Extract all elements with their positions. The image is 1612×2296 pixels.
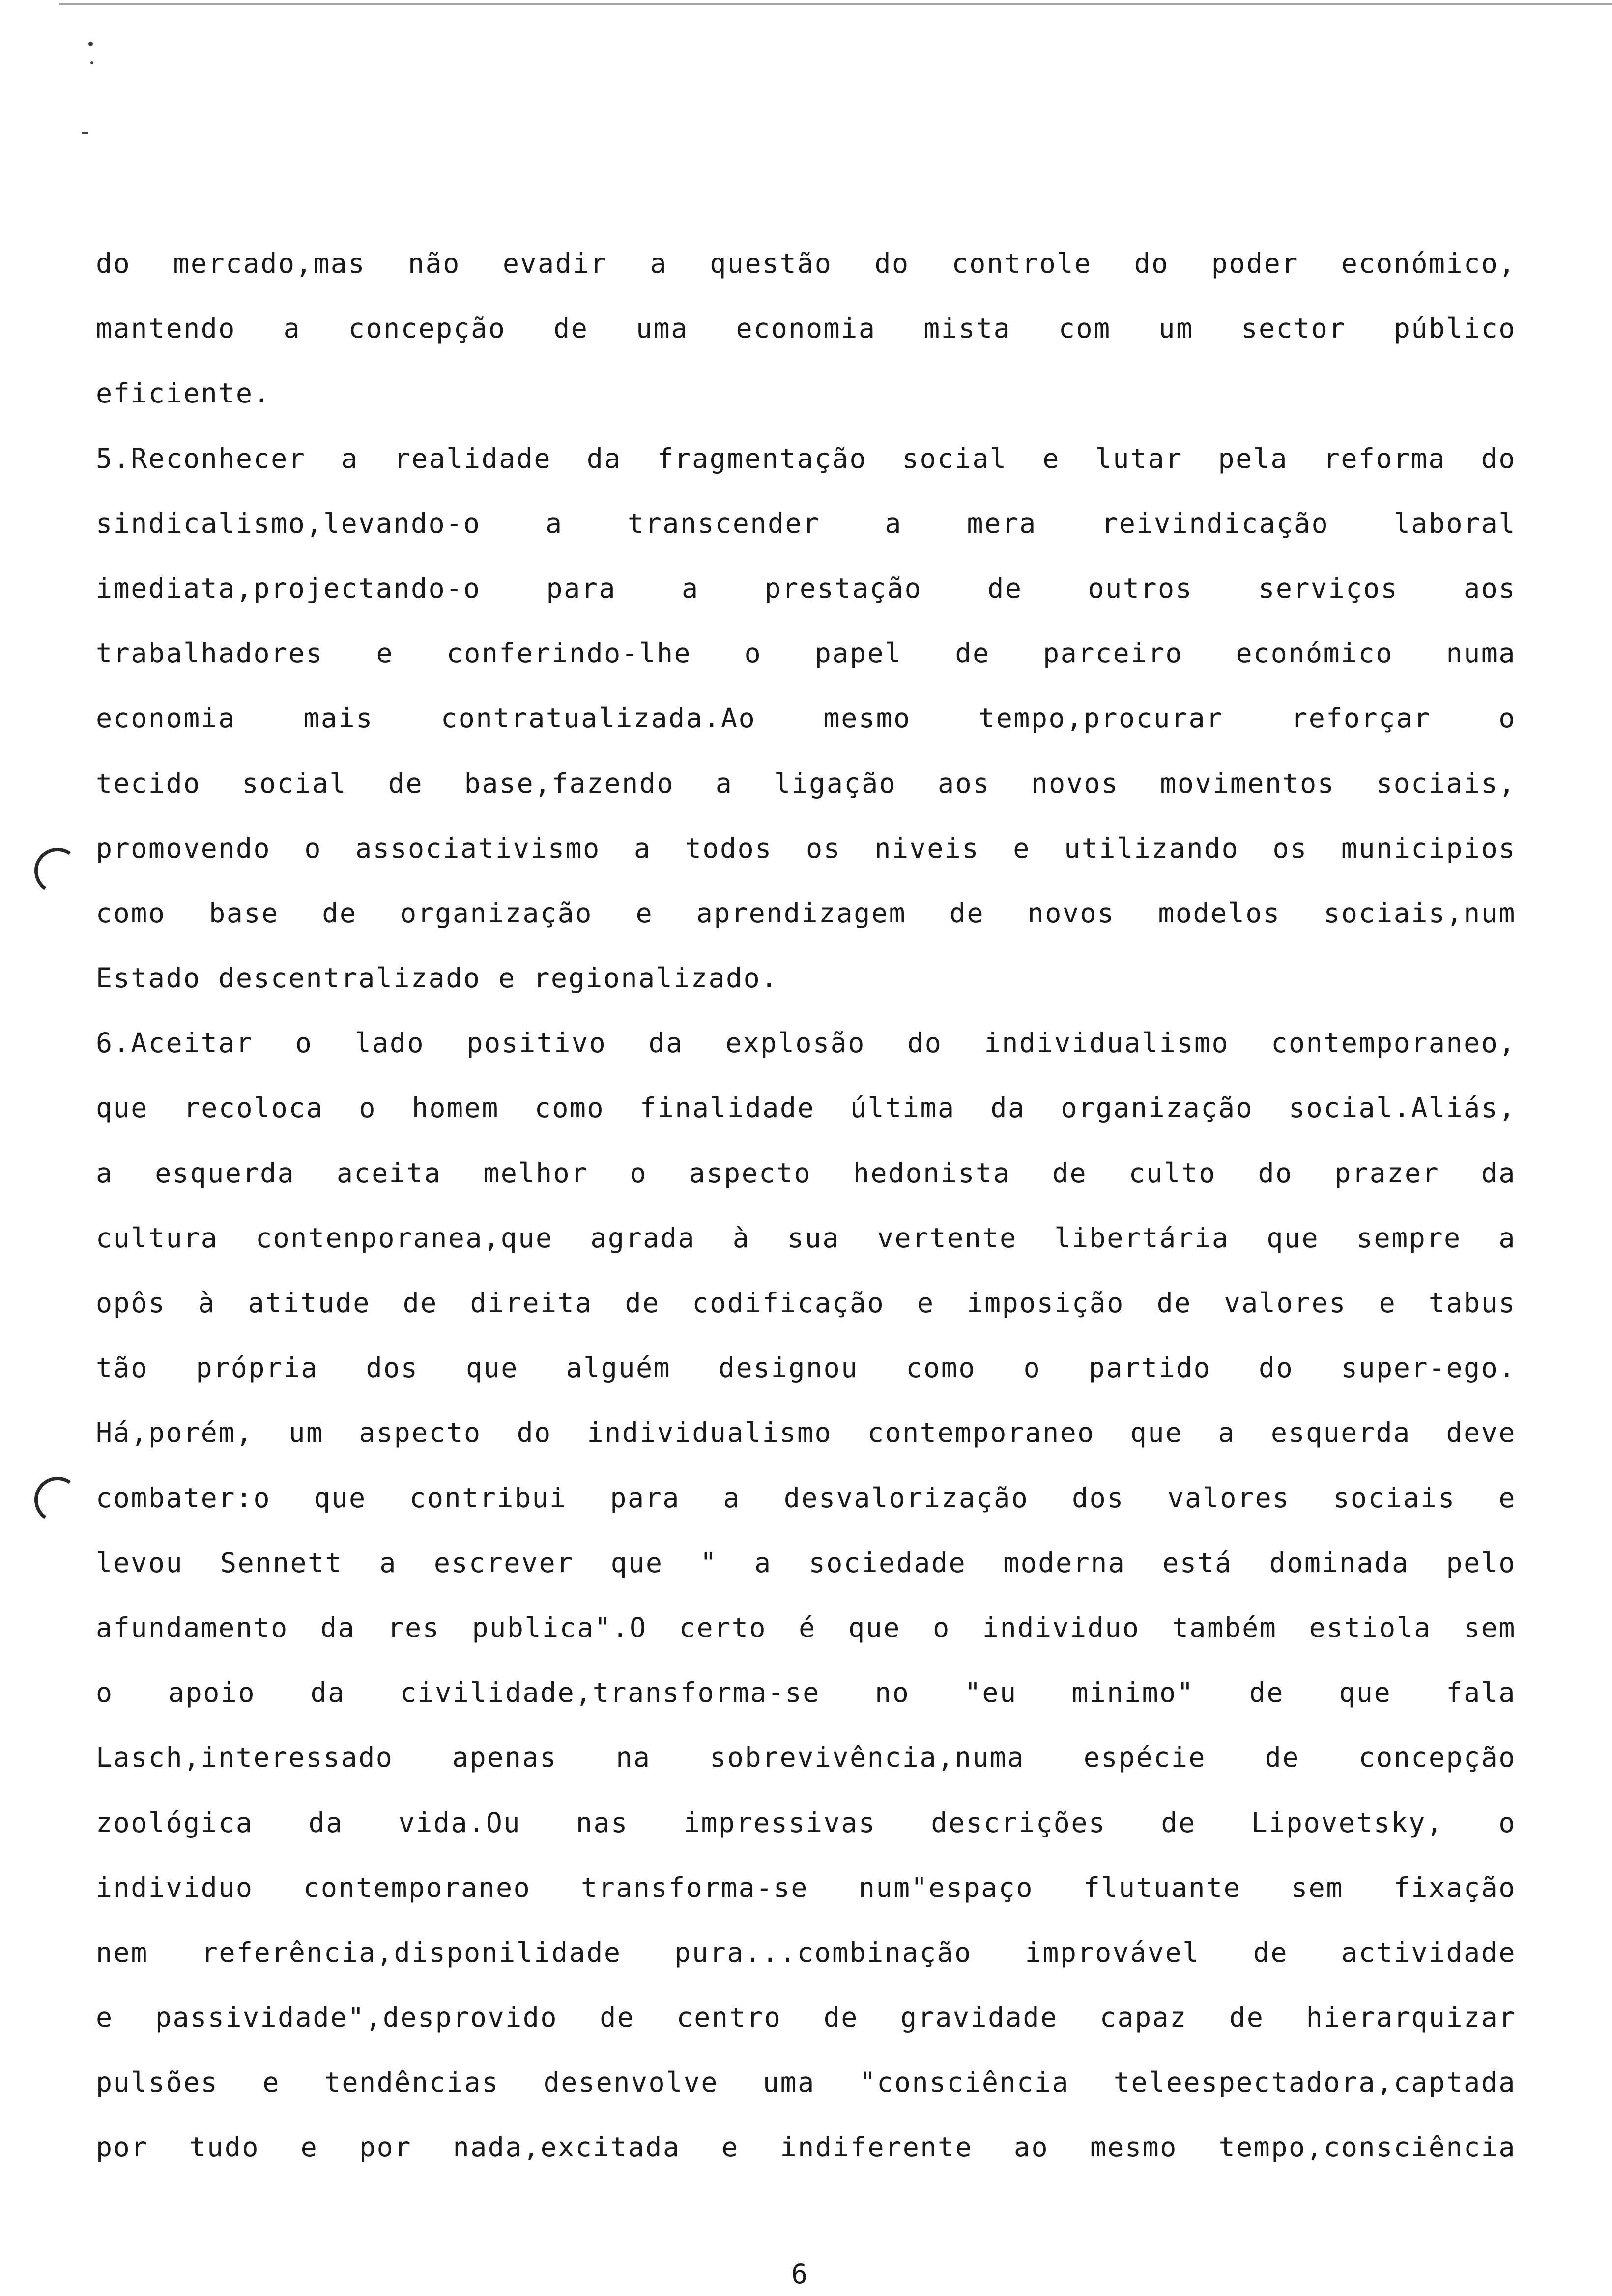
- text-line: que recoloca o homem como finalidade última da organização social.Aliás,: [96, 1092, 1516, 1124]
- text-line: tecido social de base,fazendo a ligação aos novos movimentos sociais,: [96, 767, 1516, 799]
- page-number: 6: [791, 2258, 808, 2290]
- text-line: levou Sennett a escrever que " a sociedade moderna está dominada pelo: [96, 1547, 1516, 1578]
- text-line: 6.Aceitar o lado positivo da explosão do individualismo contemporaneo,: [96, 1027, 1516, 1059]
- text-line: opôs à atitude de direita de codificação e imposição de valores e tabus: [96, 1287, 1516, 1319]
- text-line: zoológica da vida.Ou nas impressivas descrições de Lipovetsky, o: [96, 1807, 1516, 1838]
- text-line: pulsões e tendências desenvolve uma "consciência teleespectadora,captada: [96, 2066, 1516, 2098]
- text-line: mantendo a concepção de uma economia mista com um sector público: [96, 313, 1516, 344]
- text-line: combater:o que contribui para a desvalorização dos valores sociais e: [96, 1482, 1516, 1514]
- scan-speck: [88, 42, 93, 46]
- body-text: [96, 231, 1516, 2180]
- text-line: como base de organização e aprendizagem de novos modelos sociais,num: [96, 897, 1516, 929]
- text-line: eficiente.: [96, 377, 271, 409]
- text-line: Há,porém, um aspecto do individualismo contemporaneo que a esquerda deve: [96, 1417, 1516, 1449]
- text-line: individuo contemporaneo transforma-se num"espaço flutuante sem fixação: [96, 1871, 1516, 1903]
- text-line: afundamento da res publica".O certo é que o individuo também estiola sem: [96, 1611, 1516, 1643]
- text-line: a esquerda aceita melhor o aspecto hedonista de culto do prazer da: [96, 1157, 1516, 1189]
- punch-hole-mark: [31, 844, 85, 898]
- text-line: 5.Reconhecer a realidade da fragmentação social e lutar pela reforma do: [96, 442, 1516, 474]
- scan-top-edge: [59, 3, 1612, 5]
- punch-hole-mark: [31, 1473, 85, 1527]
- text-line: por tudo e por nada,excitada e indiferente ao mesmo tempo,consciência: [96, 2131, 1516, 2163]
- text-line: promovendo o associativismo a todos os niveis e utilizando os municipios: [96, 832, 1516, 864]
- scan-speck: [90, 61, 93, 64]
- text-line: do mercado,mas não evadir a questão do controle do poder económico,: [96, 248, 1516, 279]
- text-line: Lasch,interessado apenas na sobrevivência,numa espécie de concepção: [96, 1742, 1516, 1774]
- text-line: trabalhadores e conferindo-lhe o papel de parceiro económico numa: [96, 637, 1516, 669]
- scan-speck: [82, 132, 88, 134]
- text-line: cultura contenporanea,que agrada à sua vertente libertária que sempre a: [96, 1222, 1516, 1254]
- text-line: e passividade",desprovido de centro de gravidade capaz de hierarquizar: [96, 2002, 1516, 2034]
- text-line: tão própria dos que alguém designou como o partido do super-ego.: [96, 1352, 1516, 1384]
- text-line: o apoio da civilidade,transforma-se no "eu minimo" de que fala: [96, 1677, 1516, 1709]
- text-line: sindicalismo,levando-o a transcender a mera reivindicação laboral: [96, 507, 1516, 539]
- text-line: nem referência,disponilidade pura...combinação improvável de actividade: [96, 1936, 1516, 1968]
- text-line: economia mais contratualizada.Ao mesmo tempo,procurar reforçar o: [96, 702, 1516, 734]
- text-line: Estado descentralizado e regionalizado.: [96, 962, 778, 994]
- text-line: imediata,projectando-o para a prestação de outros serviços aos: [96, 572, 1516, 604]
